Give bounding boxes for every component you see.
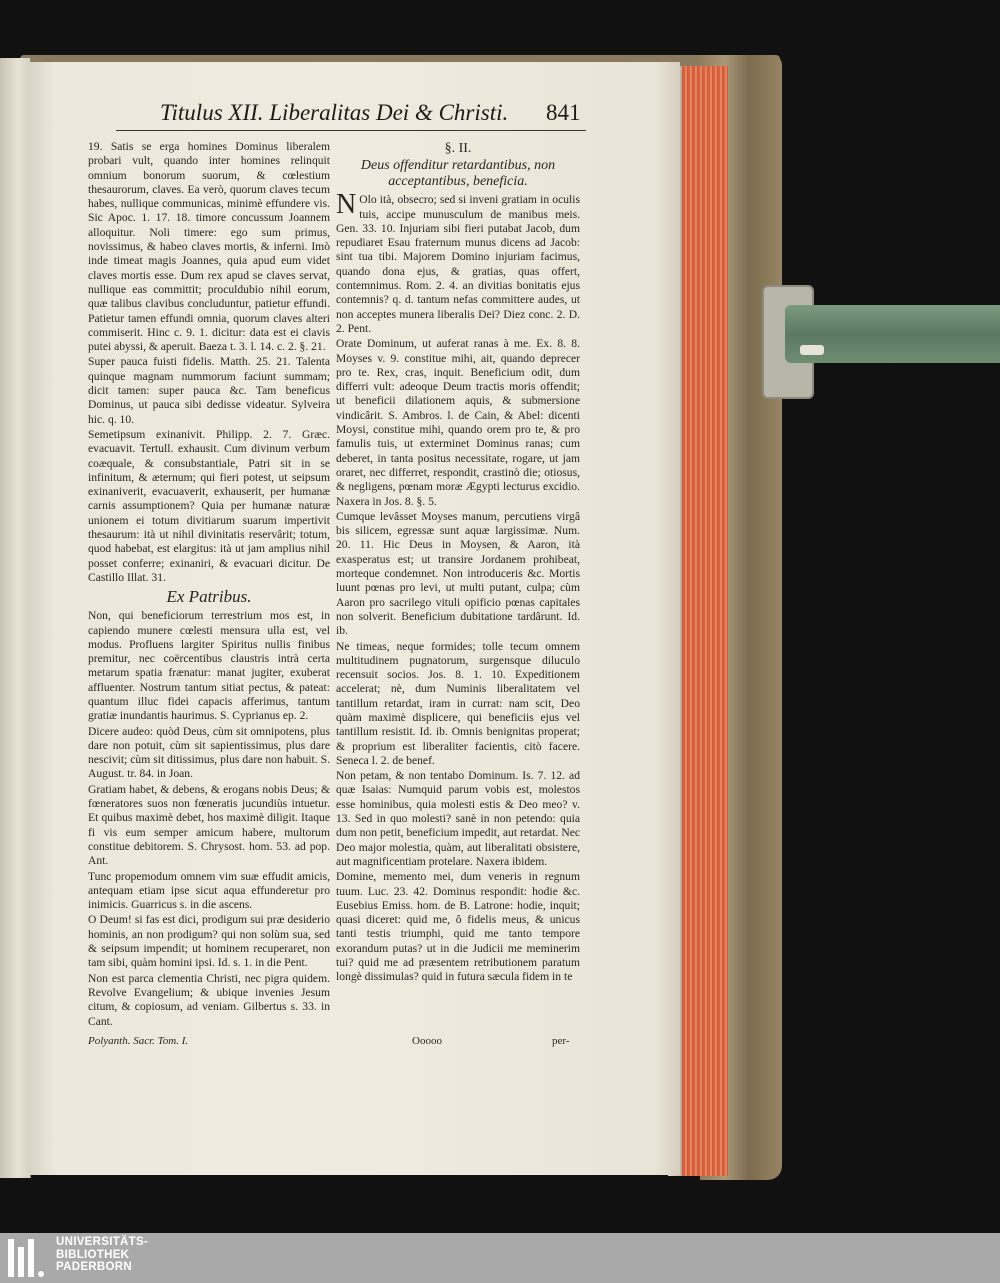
paragraph [336, 189, 580, 336]
page-number: 841 [546, 100, 581, 125]
right-column [336, 142, 580, 986]
facing-page-sliver [0, 58, 31, 1178]
paragraph: Dicere audeo: quòd Deus, cùm sit omnipotens, plus dare non potuit, cùm sit sapientissimus, plus dare nescivit; cùm sit ditissimus, plus dare non habuit. S. August. tr. 84. in Joan. [88, 724, 330, 781]
catchword: per- [552, 1035, 570, 1047]
institution-name [56, 1236, 148, 1274]
paragraph: Domine, memento mei, dum veneris in regnum tuum. Luc. 23. 42. Dominus respondit: hodie &c. Eusebius Emiss. hom. de B. Latrone: hodie, inquit; quasi diceret: quid me, ô fidelis meus, & unicus tanti testis triumphi, quid me tanto tempore exorandum putas? ut in die Judicii me meminerim tui? quid me ad præsentem retributionem paratum longè dissimulas? quid in futura sæcula fidem in te [336, 870, 580, 984]
paragraph: Orate Dominum, ut auferat ranas à me. Ex. 8. 8. Moyses v. 9. constitue mihi, ait, quando deprecer pro te. Rex, cras, inquit. Beneficium odit, dum differri vult: adeoque Deum tractis moris offendit; ut beneficii dilationem aquis, & submersione vindicârit. S. Ambros. l. de Cain, & Abel: dicenti Moysi, constitue mihi, quando orem pro te, & pro famulis tuis, ut exterminet Dominus ranas; cum deberet, in tanta positus necessitate, rogare, ut jam oraret, nec differret, respondit, crastinò die; otiosus, & negligens, pœnam moræ Ægypti lecturus excidio. Naxera in Jos. 8. §. 5. [336, 337, 580, 508]
section-title: Deus offenditur retardantibus, non acceptantibus, beneficia. [360, 158, 556, 190]
paragraph-text: Olo ità, obsecro; sed si inveni gratiam in oculis tuis, accipe munusculum de manibus meis. Gen. 33. 10. Injuriam sibi fieri putabat Jacob, dum repudiaret Esau fraternum munus dicens ad Jacob: sint tua tibi. Majorem Domino injuriam facimus, quando dona ejus, & gratias, quas offert, contemnimus. Rom. 2. 4. an divitias bonitatis ejus contemnis? q. d. tantum nefas committere audes, ut non acceptes munera liberalis Dei? Diez conc. 2. D. 2. Pent. [336, 193, 580, 335]
institution-line: UNIVERSITÄTS- [56, 1236, 149, 1248]
left-column [88, 140, 330, 1030]
paragraph: Gratiam habet, & debens, & erogans nobis Deus; & fœneratores suos non fœneratis jucundiùs intuetur. Et quibus maximè debet, hos maximè diligit. Itaque fi vis eum semper amicum habere, multorum constitue debitorem. S. Chrysost. hom. 53. ad pop. Ant. [88, 782, 330, 868]
paragraph: Cumque levâsset Moyses manum, percutiens virgâ bis silicem, egressæ sunt aquæ largissimæ. Num. 20. 11. Hic Deus in Moysen, & Aaron, ità exasperatus est; ut transire Jordanem prohibeat, morteque condemnet. Non introduceris &c. Mortis luunt pœnas pro levi, ut multi putant, culpa; cùm Aaron pro sacrilego vituli opificio pœnas capitales non solverit. Beneficium dubitatione tardârunt. Id. ib. [336, 509, 580, 638]
paragraph: Non, qui beneficiorum terrestrium mos est, in capiendo munere cœlesti mensura ulla est, vel modus. Profluens largiter Spiritus nullis finibus premitur, nec coërcentibus claustris intrà certa metarum spatia frænatur: manat jugiter, exuberat affluenter. Nostrum tantum sitiat pectus, & pateat: quantum illuc fidei capacis afferimus, tantum gratiæ inundantis haurimus. S. Cyprianus ep. 2. [88, 609, 330, 723]
drop-cap: N [336, 189, 357, 221]
paragraph: Super pauca fuisti fidelis. Matth. 25. 21. Talenta quinque magnam nummorum faciunt summam; dicit tamen: super pauca &c. Tam beneficus Dominus, ut pauca sibi dedisse videatur. Sylveira hic. q. 10. [88, 355, 330, 426]
red-page-edge [678, 66, 728, 1176]
institution-line: PADERBORN [56, 1261, 132, 1273]
institution-line: BIBLIOTHEK [56, 1248, 130, 1261]
paragraph: Tunc propemodum omnem vim suæ effudit amicis, antequam etiam ipse sicut aqua effunderetur pro inimicis. Guarricus s. in die ascens. [88, 869, 330, 912]
section-number: §. II. [444, 141, 472, 156]
paragraph: 19. Satis se erga homines Dominus liberalem probari vult, quando inter homines relinquit omnium bonorum suorum, & cœlestium thesaurorum, claves. Ea verò, quorum claves tecum habes, nullique communicas, minimè effundere vis. Sic Apoc. 1. 17. 18. timore concussum Joannem alloquitur. Noli timere: ego sum primus, novissimus, & habeo claves mortis, & inferni. Imò inde timeat magis Joannes, quia apud eum videt claves mortis esse. Dum rex apud se claves servat, nullique eas committit; proculdubio nihil eorum, quæ talibus clavibus concluduntur, patietur effundi. Patietur tamen effundi omnia, quorum claves alteri commiserit. Hinc c. 9. 1. dicitur: data est ei clavis putei abyssi, & aperuit. Baeza t. 3. l. 14. c. 2. §. 21. [88, 140, 330, 354]
paragraph: Non est parca clementia Christi, nec pigra quidem. Revolve Evangelium; & ubique invenies Jesum citum, & copiosum, ad veniam. Gilbertus s. 33. in Cant. [88, 971, 330, 1028]
paragraph: O Deum! si fas est dici, prodigum sui præ desiderio hominis, an non prodigum? qui non solùm sua, sed & seipsum impendit; ut hominem recuperaret, non tam sibi, quàm homini ipsi. Id. s. 1. in die Pent. [88, 913, 330, 970]
clasp-rivet [800, 345, 824, 355]
library-logo-icon [6, 1237, 46, 1279]
institution-bar [0, 1233, 1000, 1283]
section-heading: Ex Patribus. [166, 587, 252, 607]
paragraph: Ne timeas, neque formides; tolle tecum omnem multitudinem pugnatorum, surgensque diluculo recensuit socios. Jos. 8. 1. 10. Expeditionem accelerat; nè, dum Numinis liberalitatem vel tantillum retardat, iram in currat: nam scit, Deo quàm maximè displicere, qui beneficiis ejus vel tantillum resistit. Id. ib. Omnis benignitas properat; & proprium est liberaliter facientis, citò facere. Seneca l. 2. de benef. [336, 639, 580, 767]
signature-mark: Ooooo [412, 1035, 442, 1047]
paragraph: Semetipsum exinanivit. Philipp. 2. 7. Græc. evacuavit. Tertull. exhausit. Cum divinum verbum coæquale, & consubstantiale, Patri sit in se infinitum, & æternum; qui fieri potest, ut seipsum exinaniverit, evacuaverit, exhauserit, per humanæ carnis assumptionem? Quia per humanæ naturæ unionem ei totum divitiarum suarum impertivit thesaurum: ità ut nihil divinitatis reservârit; totum, quod habebat, est elargitus: ità ut jam amplius nihil posset conferre; exinaniri, & evacuari dicitur. De Castillo Illat. 31. [88, 427, 330, 584]
header-rule [116, 130, 586, 131]
paragraph: Non petam, & non tentabo Dominum. Is. 7. 12. ad quæ Isaias: Numquid parum vobis est, molestos esse hominibus, quia molesti estis & Deo meo? v. 13. Sed in quo molesti? sanè in non petendo: quia dum non petit, beneficium impedit, aut retardat. Nec Deo major molestia, quàm, aut liberalitati obsistere, aut magnificentiam protelare. Naxera ibidem. [336, 769, 580, 868]
running-header: Titulus XII. Liberalitas Dei & Christi. [160, 100, 509, 125]
footer-title: Polyanth. Sacr. Tom. I. [88, 1035, 189, 1047]
